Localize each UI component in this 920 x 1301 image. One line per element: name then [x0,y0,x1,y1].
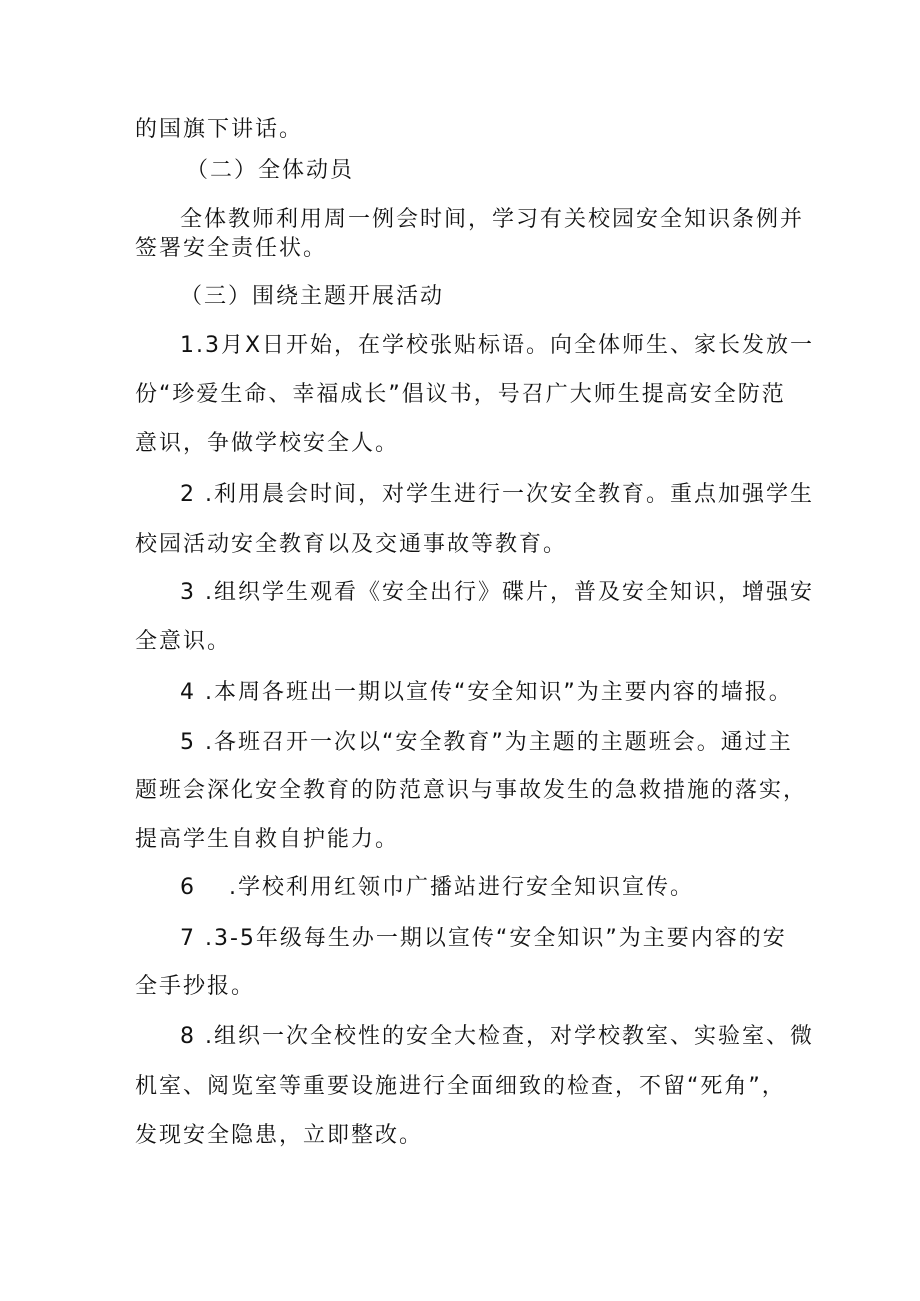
text-line: 全手抄报。 [135,974,256,999]
text-line: 提高学生自救自护能力。 [135,827,400,852]
section-heading: （二）全体动员 [186,158,355,183]
text-line: 2 .利用晨会时间，对学生进行一次安全教育。重点加强学生 [180,482,814,507]
text-line: 意识，争做学校安全人。 [135,431,400,456]
text-line: 全意识。 [135,629,232,654]
text-line: 7 .3-5年级每生办一期以宣传“安全知识”为主要内容的安 [180,926,787,951]
text-line: 签署安全责任状。 [135,236,328,261]
text-line: 5 .各班召开一次以“安全教育”为主题的主题班会。通过主 [180,730,793,755]
text-line: 份“珍爱生命、幸福成长”倡议书，号召广大师生提高安全防范 [135,382,786,407]
text-line: 题班会深化安全教育的防范意识与事故发生的急救措施的落实， [135,778,808,803]
text-line: 1.3月X日开始，在学校张贴标语。向全体师生、家长发放一 [180,333,815,358]
section-heading: （三）围绕主题开展活动 [180,284,445,309]
text-line: 6 .学校利用红领巾广播站进行安全知识宣传。 [180,875,694,900]
text-line: 全体教师利用周一例会时间，学习有关校园安全知识条例并 [180,207,805,232]
text-line: 校园活动安全教育以及交通事故等教育。 [135,532,568,557]
text-line: 发现安全隐患，立即整改。 [135,1123,424,1148]
text-line: 4 .本周各班出一期以宣传“安全知识”为主要内容的墙报。 [180,680,793,705]
text-line: 8 .组织一次全校性的安全大检查，对学校教室、实验室、微 [180,1024,814,1049]
text-line: 3 .组织学生观看《安全出行》碟片，普及安全知识，增强安 [180,580,814,605]
text-line: 的国旗下讲话。 [135,117,304,142]
text-line: 机室、阅览室等重要设施进行全面细致的检查，不留“死角”， [135,1074,786,1099]
